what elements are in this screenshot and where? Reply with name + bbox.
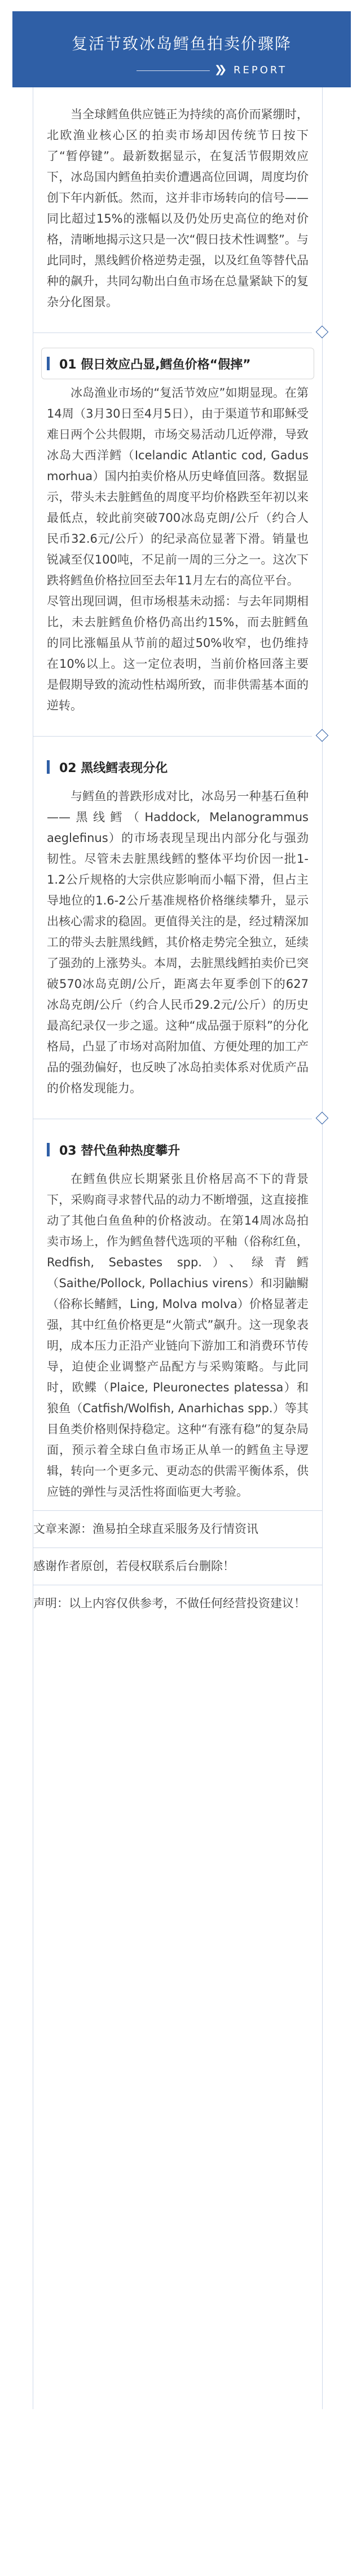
disclaimer-line: 声明：以上内容仅供参考，不做任何经营投资建议！ <box>33 1597 306 1610</box>
double-chevron-icon: ❯❯ <box>214 64 223 76</box>
section-divider <box>33 323 322 343</box>
section-heading-02 <box>47 756 309 778</box>
diamond-icon <box>316 326 329 339</box>
diamond-icon <box>316 729 329 742</box>
heading-bar <box>47 760 50 774</box>
divider-line <box>33 736 312 737</box>
source-line: 文章来源：渔易拍全球直采服务及行情资讯 <box>33 1522 258 1536</box>
section-title: 03 替代鱼种热度攀升 <box>59 1143 180 1158</box>
section-heading-01 <box>47 352 309 375</box>
heading-bar <box>47 1143 50 1156</box>
section-03-paragraph: 在鳕鱼供应长期紧张且价格居高不下的背景下，采购商寻求替代品的动力不断增强，这直接推动了其他白鱼鱼种的价格波动。在第14周冰岛拍卖市场上，作为鳕鱼替代选项的平釉（俗称红鱼，Redfish, Sebastes spp.）、绿青鳕（Saithe/Pollock, Pollachius virens）和羽鼬鳚（俗称长鳍鳕，Ling, Molva molva）价格显著走强，其中红鱼价格更是“火箭式”飙升。这一现象表明，成本压力正沿产业链向下游加工和消费环节传导，迫使企业调整产品配方与采购策略。与此同时，欧鲽（Plaice, Pleuronectes platessa）和狼鱼（Catfish/Wolfish, Anarhichas spp.）等其目鱼类价格则保持稳定。这种“有涨有稳”的复杂局面，预示着全球白鱼市场正从单一的鳕鱼主导逻辑，转向一个更多元、更动态的供需平衡体系，供应链的弹性与灵活性将面临更大考验。 <box>47 1172 309 1498</box>
heading-frame <box>41 348 314 379</box>
section-02-paragraph: 与鳕鱼的普跌形成对比，冰岛另一种基石鱼种——黑线鳕（Haddock, Melanogrammus aeglefinus）的市场表现呈现出内部分化与强劲韧性。尽管未去脏黑线鳕的整体平均价因一批1-1.2公斤规格的大宗供应影响而小幅下滑，但占主导地位的1.6-2公斤基准规格价格继续攀升，显示出核心需求的稳固。更值得关注的是，经过精深加工的带头去脏黑线鳕，其价格走势完全独立，延续了强劲的上涨势头。本周，去脏黑线鳕拍卖价已突破570冰岛克朗/公斤，距离去年夏季创下的627冰岛克朗/公斤（约合人民币29.2元/公斤）的历史最高纪录仅一步之遥。这种“成品强于原料”的分化格局，凸显了市场对高附加值、方便处理的加工产品的强劲偏好，也反映了冰岛拍卖体系对优质产品的价格发现能力。 <box>47 790 309 1095</box>
page-title: 复活节致冰岛鳕鱼拍卖价骤降 <box>71 34 292 53</box>
article-body <box>33 87 323 2409</box>
report-subtitle <box>137 63 288 79</box>
thanks-line: 感谢作者原创，若侵权联系后台删除！ <box>33 1559 235 1573</box>
intro-paragraph: 当全球鳕鱼供应链正为持续的高价而紧绷时，北欧渔业核心区的拍卖市场却因传统节日按下了“暂停键”。最新数据显示，在复活节假期效应下，冰岛国内鳕鱼拍卖价遭遇高位回调，周度均价创下年内新低。然而，这并非市场转向的信号——同比超过15%的涨幅以及仍处历史高位的绝对价格，清晰地揭示这只是一次“假日技术性调整”。与此同时，黑线鳕价格逆势走强，以及红鱼等替代品种的飙升，共同勾勒出白鱼市场在总量紧缺下的复杂分化图景。 <box>47 108 309 309</box>
report-label: REPORT <box>234 64 288 76</box>
title-banner <box>12 11 351 87</box>
section-title: 01 假日效应凸显,鳕鱼价格“假摔” <box>59 357 251 372</box>
heading-bar <box>47 357 50 370</box>
section-heading-03 <box>47 1138 309 1161</box>
diamond-icon <box>316 1112 329 1125</box>
section-01-paragraph: 尽管出现回调，但市场根基未动摇：与去年同期相比，未去脏鳕鱼价格仍高出约15%，而去脏鳕鱼的同比涨幅虽从节前的超过50%收窄，也仍维持在10%以上。这一定位表明，当前价格回落主要是假期导致的流动性枯竭所致，而非供需基本面的逆转。 <box>47 595 309 712</box>
section-divider <box>33 726 322 747</box>
divider-line <box>33 332 312 333</box>
footer-notes <box>33 1510 322 1614</box>
subtitle-rule <box>137 70 210 71</box>
footer-rule <box>33 1510 322 1511</box>
section-divider <box>33 1109 322 1129</box>
section-title: 02 黑线鳕表现分化 <box>59 761 168 775</box>
section-01-paragraph: 冰岛渔业市场的“复活节效应”如期显现。在第14周（3月30日至4月5日），由于渠道节和耶稣受难日两个公共假期，市场交易活动几近停滞，导致冰岛大西洋鳕（Icelandic Atlantic cod, Gadus morhua）国内拍卖价格从历史峰值回落。数据显示，带头未去脏鳕鱼的周度平均价格跌至年初以来最低点，较此前突破700冰岛克朗/公斤（约合人民币32.6元/公斤）的纪录高位显著下滑。销量也锐减至仅100吨，不足前一周的三分之一。这次下跌将鳕鱼价格拉回至去年11月左右的高位平台。 <box>47 386 309 587</box>
